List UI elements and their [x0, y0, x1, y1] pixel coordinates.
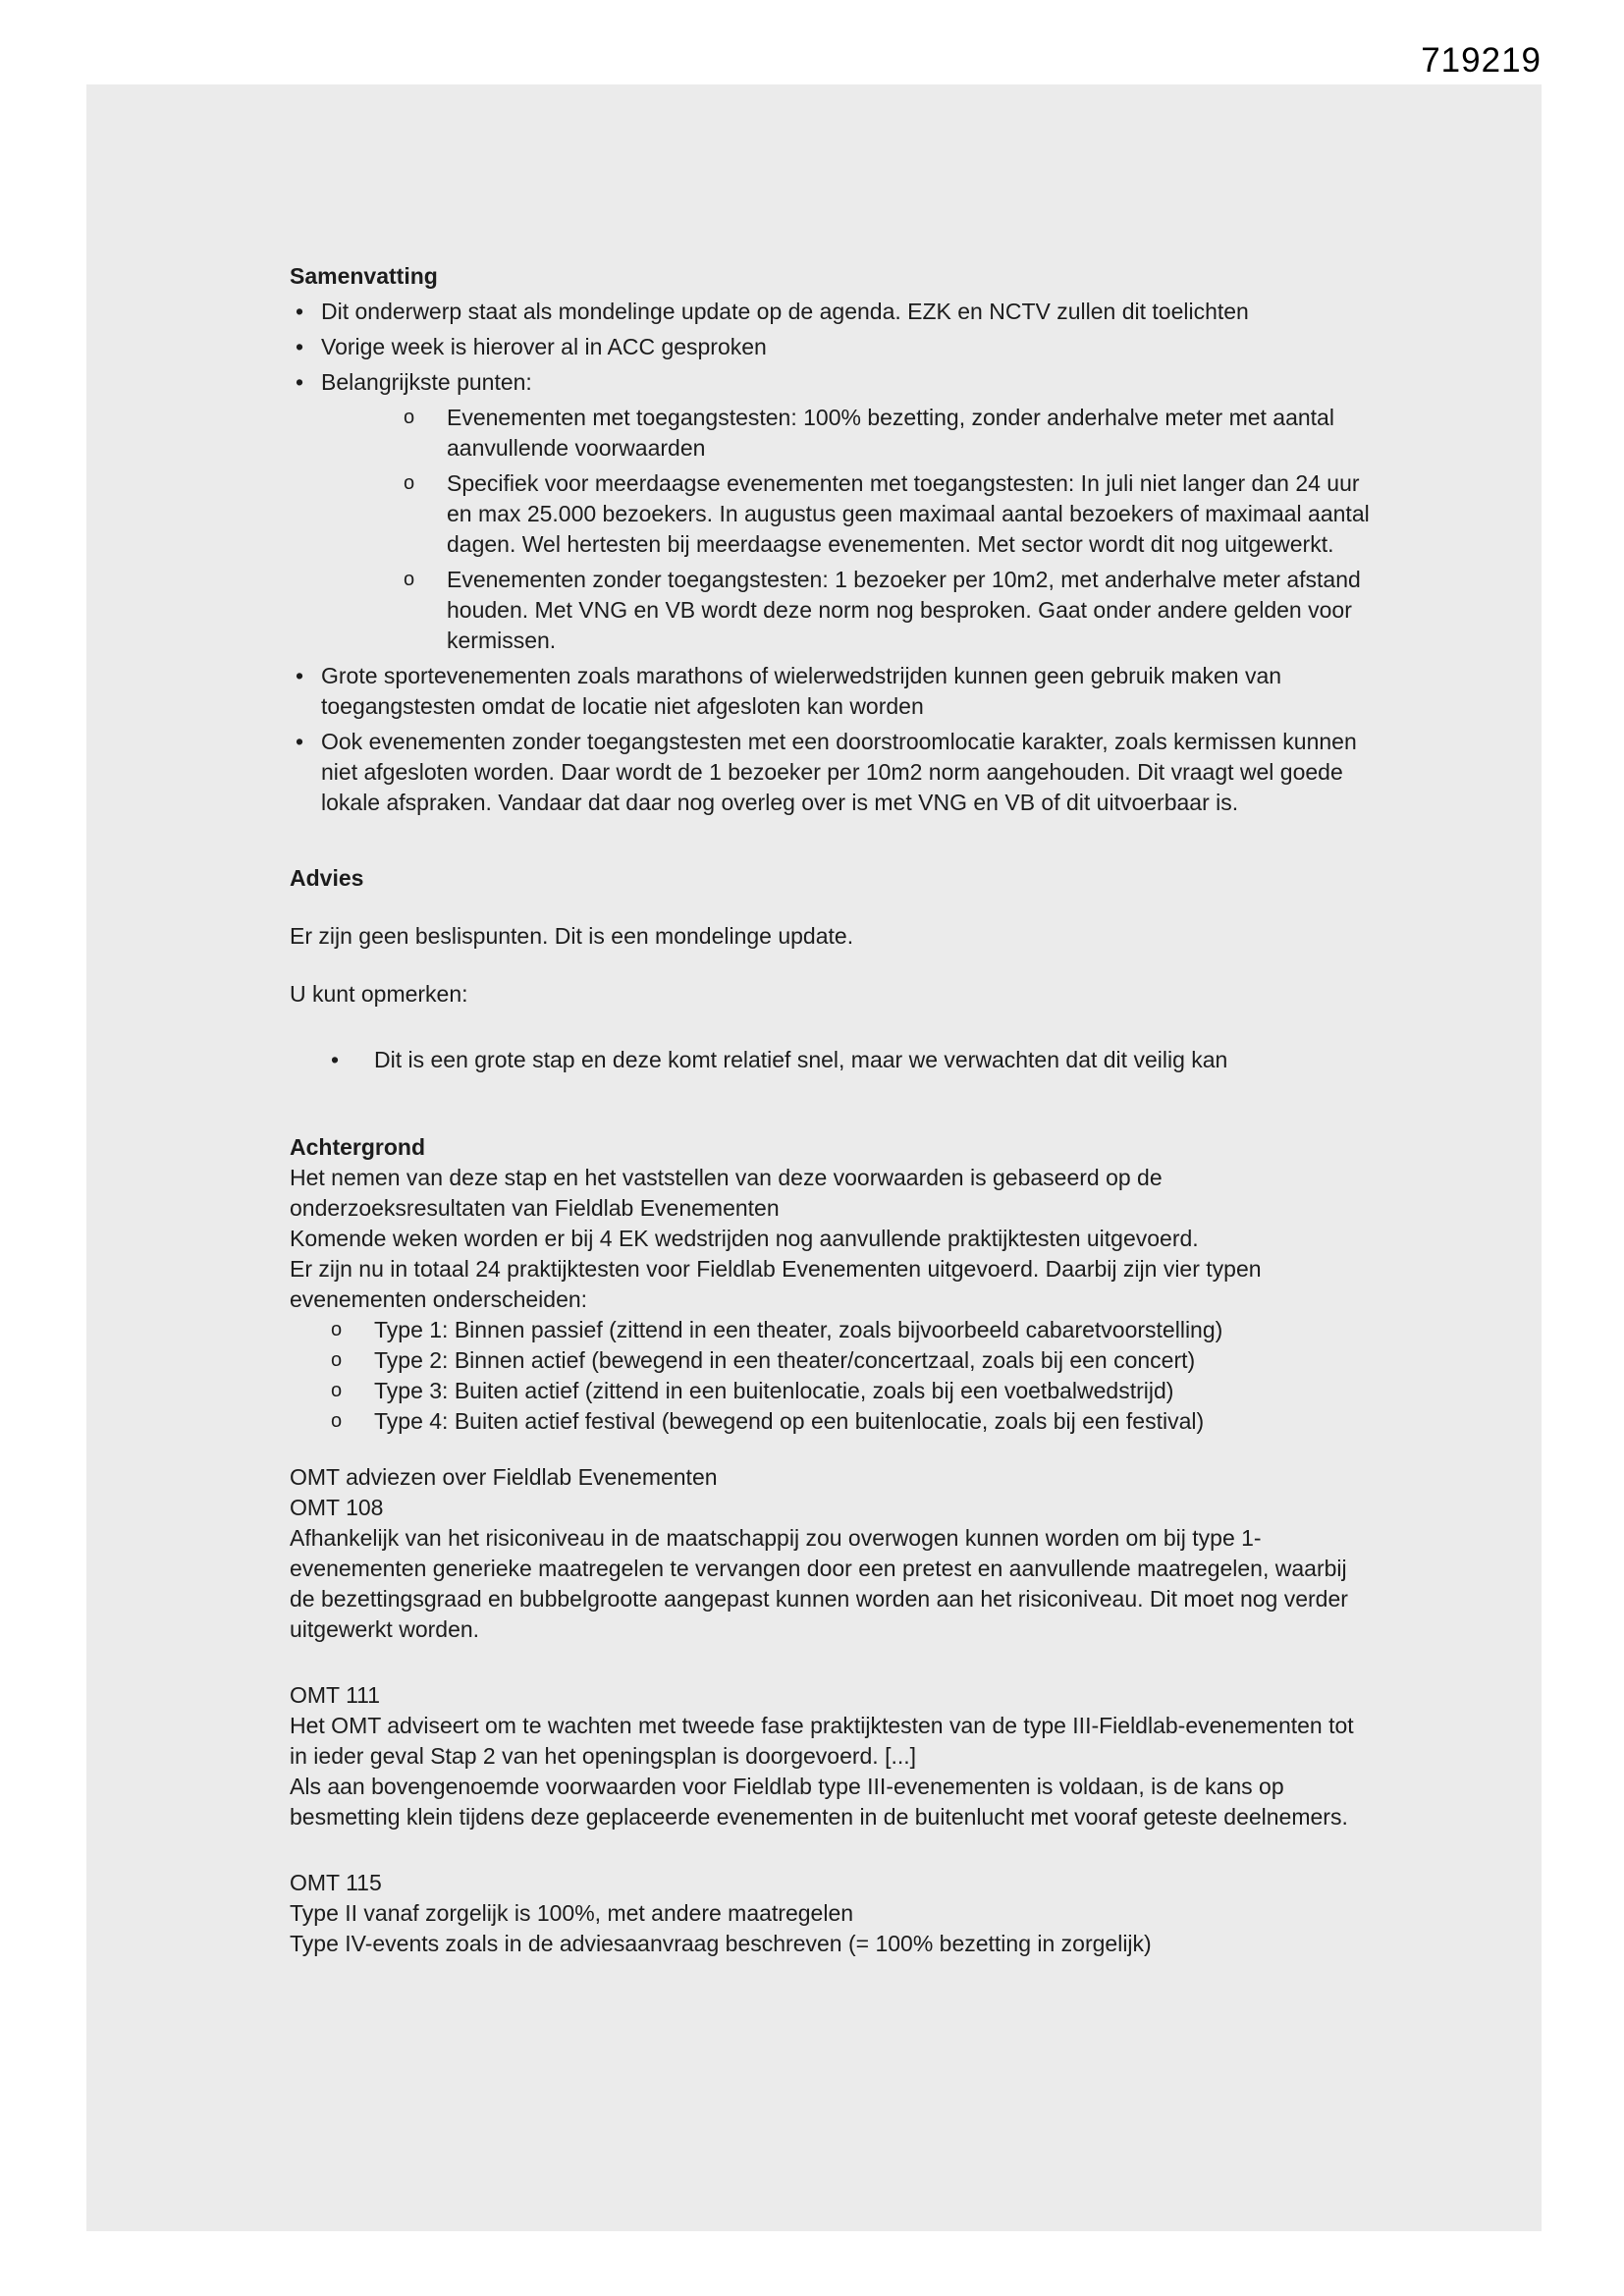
type-list-item-text: Type 1: Binnen passief (zittend in een theater, zoals bijvoorbeeld cabaretvoorstelling) [374, 1317, 1223, 1342]
type-list-item-text: Type 2: Binnen actief (bewegend in een theater/concertzaal, zoals bij een concert) [374, 1347, 1196, 1373]
section-heading-achtergrond: Achtergrond [290, 1134, 425, 1160]
circle-bullet-icon: o [331, 1410, 343, 1432]
paragraph: U kunt opmerken: [290, 981, 468, 1007]
list-item-text: Belangrijkste punten: [321, 369, 532, 395]
list-item [290, 1045, 1370, 1075]
list-item-text: Vorige week is hierover al in ACC gesproken [321, 334, 767, 359]
omt-111-text-1: Het OMT adviseert om te wachten met tweede fase praktijktesten van de type III-Fieldlab-evenementen tot in ieder geval Stap 2 van het openingsplan is doorgevoerd. [...] [290, 1713, 1354, 1769]
page-number: 719219 [1421, 41, 1542, 80]
sub-list-item [290, 565, 1370, 656]
circle-bullet-icon: o [404, 407, 415, 428]
circle-bullet-icon: o [331, 1319, 343, 1340]
omt-intro: OMT adviezen over Fieldlab Evenementen [290, 1464, 718, 1490]
omt-108-title: OMT 108 [290, 1495, 384, 1520]
section-heading-advies: Advies [290, 865, 364, 891]
bullet-icon: • [296, 369, 304, 395]
circle-bullet-icon: o [404, 472, 415, 494]
type-list-item-text: Type 4: Buiten actief festival (bewegend op een buitenlocatie, zoals bij een festival) [374, 1408, 1205, 1434]
list-item [290, 727, 1370, 818]
list-item [290, 367, 1370, 398]
circle-bullet-icon: o [331, 1349, 343, 1371]
omt-108-text: Afhankelijk van het risiconiveau in de maatschappij zou overwogen kunnen worden om bij type 1-evenementen generieke maatregelen te vervangen door een pretest en aanvullende maatregelen, waarbij de bezettingsgraad en bubbelgrootte aangepast kunnen worden aan het risiconiveau. Dit moet nog verder uitgewerkt worden. [290, 1525, 1348, 1642]
type-list-item [290, 1406, 1370, 1437]
omt-115-title: OMT 115 [290, 1870, 382, 1895]
bullet-icon: • [296, 729, 304, 754]
sub-list-item-text: Evenementen zonder toegangstesten: 1 bezoeker per 10m2, met anderhalve meter afstand houden. Met VNG en VB wordt deze norm nog besproken. Gaat onder andere gelden voor kermissen. [447, 567, 1361, 653]
list-item [290, 332, 1370, 362]
scanned-page [86, 84, 1542, 2231]
paragraph: Het nemen van deze stap en het vaststellen van deze voorwaarden is gebaseerd op de onderzoeksresultaten van Fieldlab Evenementen [290, 1165, 1163, 1221]
document-content [290, 261, 1370, 1959]
bullet-icon: • [296, 663, 304, 688]
paragraph: Er zijn geen beslispunten. Dit is een mondelinge update. [290, 923, 854, 949]
list-item-text: Dit onderwerp staat als mondelinge update op de agenda. EZK en NCTV zullen dit toelichten [321, 299, 1249, 324]
type-list-item [290, 1345, 1370, 1376]
omt-111-title: OMT 111 [290, 1682, 381, 1708]
list-item-text: Grote sportevenementen zoals marathons of wielerwedstrijden kunnen geen gebruik maken van toegangstesten omdat de locatie niet afgesloten kan worden [321, 663, 1282, 719]
sub-list-item-text: Evenementen met toegangstesten: 100% bezetting, zonder anderhalve meter met aantal aanvullende voorwaarden [447, 405, 1334, 461]
paragraph: Komende weken worden er bij 4 EK wedstrijden nog aanvullende praktijktesten uitgevoerd. [290, 1226, 1199, 1251]
type-list-item [290, 1376, 1370, 1406]
paragraph: Er zijn nu in totaal 24 praktijktesten voor Fieldlab Evenementen uitgevoerd. Daarbij zijn vier typen evenementen onderscheiden: [290, 1256, 1262, 1312]
bullet-icon: • [296, 299, 304, 324]
sub-list-item [290, 403, 1370, 464]
omt-115-line-2: Type IV-events zoals in de adviesaanvraag beschreven (= 100% bezetting in zorgelijk) [290, 1931, 1152, 1956]
omt-111-text-2: Als aan bovengenoemde voorwaarden voor Fieldlab type III-evenementen is voldaan, is de kans op besmetting klein tijdens deze geplaceerde evenementen in de buitenlucht met vooraf geteste deelnemers. [290, 1774, 1348, 1830]
sub-list-item-text: Specifiek voor meerdaagse evenementen met toegangstesten: In juli niet langer dan 24 uur en max 25.000 bezoekers. In augustus geen maximaal aantal bezoekers of maximaal aantal dagen. Wel hertesten bij meerdaagse evenementen. Met sector wordt dit nog uitgewerkt. [447, 470, 1370, 557]
list-item [290, 661, 1370, 722]
type-list-item [290, 1315, 1370, 1345]
list-item-text: Dit is een grote stap en deze komt relatief snel, maar we verwachten dat dit veilig kan [374, 1047, 1228, 1072]
list-item [290, 297, 1370, 327]
sub-list-item [290, 468, 1370, 560]
omt-115-line-1: Type II vanaf zorgelijk is 100%, met andere maatregelen [290, 1900, 854, 1926]
circle-bullet-icon: o [404, 569, 415, 590]
circle-bullet-icon: o [331, 1380, 343, 1401]
bullet-icon: • [296, 334, 304, 359]
bullet-icon: • [331, 1047, 340, 1072]
list-item-text: Ook evenementen zonder toegangstesten met een doorstroomlocatie karakter, zoals kermissen kunnen niet afgesloten worden. Daar wordt de 1 bezoeker per 10m2 norm aangehouden. Dit vraagt wel goede lokale afspraken. Vandaar dat daar nog overleg over is met VNG en VB of dit uitvoerbaar is. [321, 729, 1357, 815]
section-heading-samenvatting: Samenvatting [290, 263, 438, 289]
type-list-item-text: Type 3: Buiten actief (zittend in een buitenlocatie, zoals bij een voetbalwedstrijd) [374, 1378, 1174, 1403]
